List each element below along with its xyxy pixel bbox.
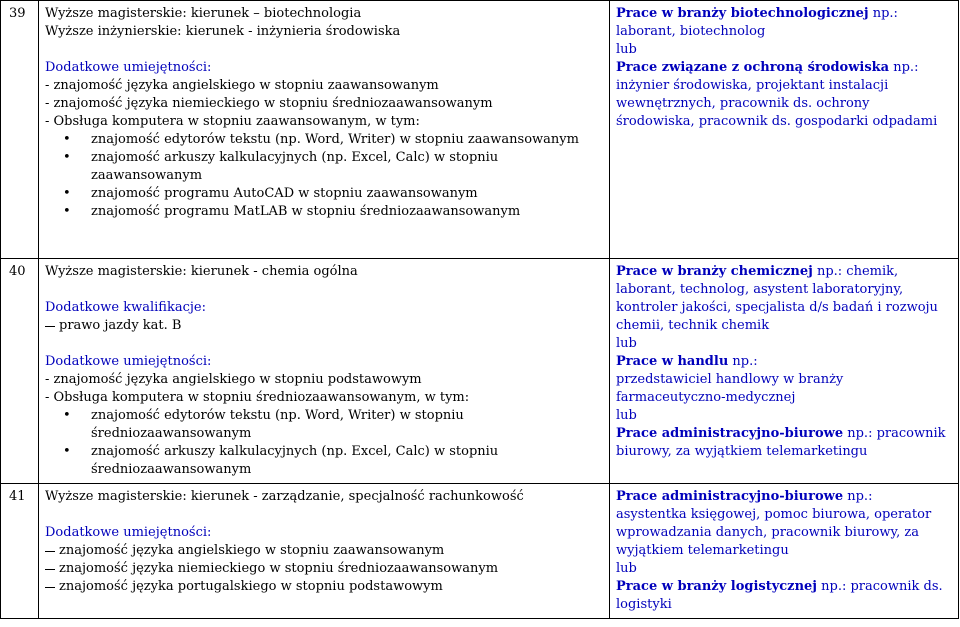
np-label: np.: bbox=[843, 489, 873, 504]
job-category-title: Prace w branży biotechnologicznej bbox=[616, 6, 869, 21]
list-item: znajomość języka angielskiego w stopniu zaawansowanym bbox=[45, 542, 603, 560]
qualifications-header: Dodatkowe kwalifikacje: bbox=[45, 300, 206, 315]
job-examples: inżynier środowiska, projektant instalacji wewnętrznych, pracownik ds. ochrony środowiska, pracownik ds. gospodarki odpadami bbox=[616, 78, 938, 129]
np-label: np.: bbox=[812, 264, 843, 279]
skills-header: Dodatkowe umiejętności: bbox=[45, 354, 212, 369]
qualifications-list bbox=[45, 317, 603, 335]
np-label: np.: bbox=[728, 354, 758, 369]
row-number: 40 bbox=[1, 259, 39, 484]
job-category-title: Prace administracyjno-biurowe bbox=[616, 426, 844, 441]
job-category-title: Prace w branży chemicznej bbox=[616, 264, 813, 279]
np-label: np.: bbox=[868, 6, 898, 21]
list-item: • znajomość edytorów tekstu (np. Word, Writer) w stopniu zaawansowanym bbox=[45, 131, 603, 149]
job-category-title: Prace w branży logistycznej bbox=[616, 579, 817, 594]
list-item: prawo jazdy kat. B bbox=[45, 317, 603, 335]
skill-line: - znajomość języka angielskiego w stopniu podstawowym bbox=[45, 372, 422, 387]
skill-line: - znajomość języka niemieckiego w stopniu średniozaawansowanym bbox=[45, 96, 493, 111]
job-examples: przedstawiciel handlowy w branży farmaceutyczno-medycznej bbox=[616, 372, 844, 405]
skills-header: Dodatkowe umiejętności: bbox=[45, 525, 212, 540]
np-label: np.: bbox=[817, 579, 847, 594]
computer-skills-list bbox=[45, 131, 603, 221]
job-examples: asystentka księgowej, pomoc biurowa, operator wprowadzania danych, pracownik biurowy, za wyjątkiem telemarketingu bbox=[616, 507, 932, 558]
list-item: • znajomość arkuszy kalkulacyjnych (np. Excel, Calc) w stopniu średniozaawansowanym bbox=[45, 443, 603, 479]
table-row-41 bbox=[1, 484, 959, 619]
or-label: lub bbox=[616, 336, 637, 351]
or-label: lub bbox=[616, 561, 637, 576]
computer-skills-list bbox=[45, 407, 603, 479]
education-line: Wyższe magisterskie: kierunek - chemia ogólna bbox=[45, 264, 358, 279]
row-number: 41 bbox=[1, 484, 39, 619]
job-examples: pracownik ds. logistyki bbox=[616, 579, 943, 612]
education-line: Wyższe magisterskie: kierunek – biotechnologia bbox=[45, 6, 362, 21]
job-category-title: Prace administracyjno-biurowe bbox=[616, 489, 844, 504]
or-label: lub bbox=[616, 42, 637, 57]
job-examples: pracownik biurowy, za wyjątkiem telemarketingu bbox=[616, 426, 946, 459]
list-item: • znajomość programu AutoCAD w stopniu zaawansowanym bbox=[45, 185, 603, 203]
table-row-40 bbox=[1, 259, 959, 484]
education-cell bbox=[39, 1, 610, 259]
skill-line: - znajomość języka angielskiego w stopniu zaawansowanym bbox=[45, 78, 439, 93]
job-category-title: Prace związane z ochroną środowiska bbox=[616, 60, 890, 75]
job-examples: laborant, biotechnolog bbox=[616, 24, 766, 39]
np-label: np.: bbox=[843, 426, 873, 441]
jobs-cell bbox=[610, 259, 959, 484]
skill-line: - Obsługa komputera w stopniu zaawansowanym, w tym: bbox=[45, 114, 420, 129]
education-line: Wyższe inżynierskie: kierunek - inżynieria środowiska bbox=[45, 24, 401, 39]
list-item: znajomość języka niemieckiego w stopniu średniozaawansowanym bbox=[45, 560, 603, 578]
skill-line: - Obsługa komputera w stopniu średniozaawansowanym, w tym: bbox=[45, 390, 470, 405]
education-cell bbox=[39, 259, 610, 484]
jobs-cell bbox=[610, 484, 959, 619]
list-item: znajomość języka portugalskiego w stopniu podstawowym bbox=[45, 578, 603, 596]
education-line: Wyższe magisterskie: kierunek - zarządzanie, specjalność rachunkowość bbox=[45, 489, 524, 504]
np-label: np.: bbox=[889, 60, 919, 75]
job-category-title: Prace w handlu bbox=[616, 354, 729, 369]
list-item: • znajomość programu MatLAB w stopniu średniozaawansowanym bbox=[45, 203, 603, 221]
table-row-39 bbox=[1, 1, 959, 259]
list-item: • znajomość edytorów tekstu (np. Word, Writer) w stopniu średniozaawansowanym bbox=[45, 407, 603, 443]
list-item: • znajomość arkuszy kalkulacyjnych (np. Excel, Calc) w stopniu zaawansowanym bbox=[45, 149, 603, 185]
job-examples: chemik, laborant, technolog, asystent laboratoryjny, kontroler jakości, specjalista d/s badań i rozwoju chemii, technik chemik bbox=[616, 264, 938, 333]
row-number: 39 bbox=[1, 1, 39, 259]
jobs-cell bbox=[610, 1, 959, 259]
skills-header: Dodatkowe umiejętności: bbox=[45, 60, 212, 75]
language-skills-list bbox=[45, 542, 603, 596]
or-label: lub bbox=[616, 408, 637, 423]
education-cell bbox=[39, 484, 610, 619]
